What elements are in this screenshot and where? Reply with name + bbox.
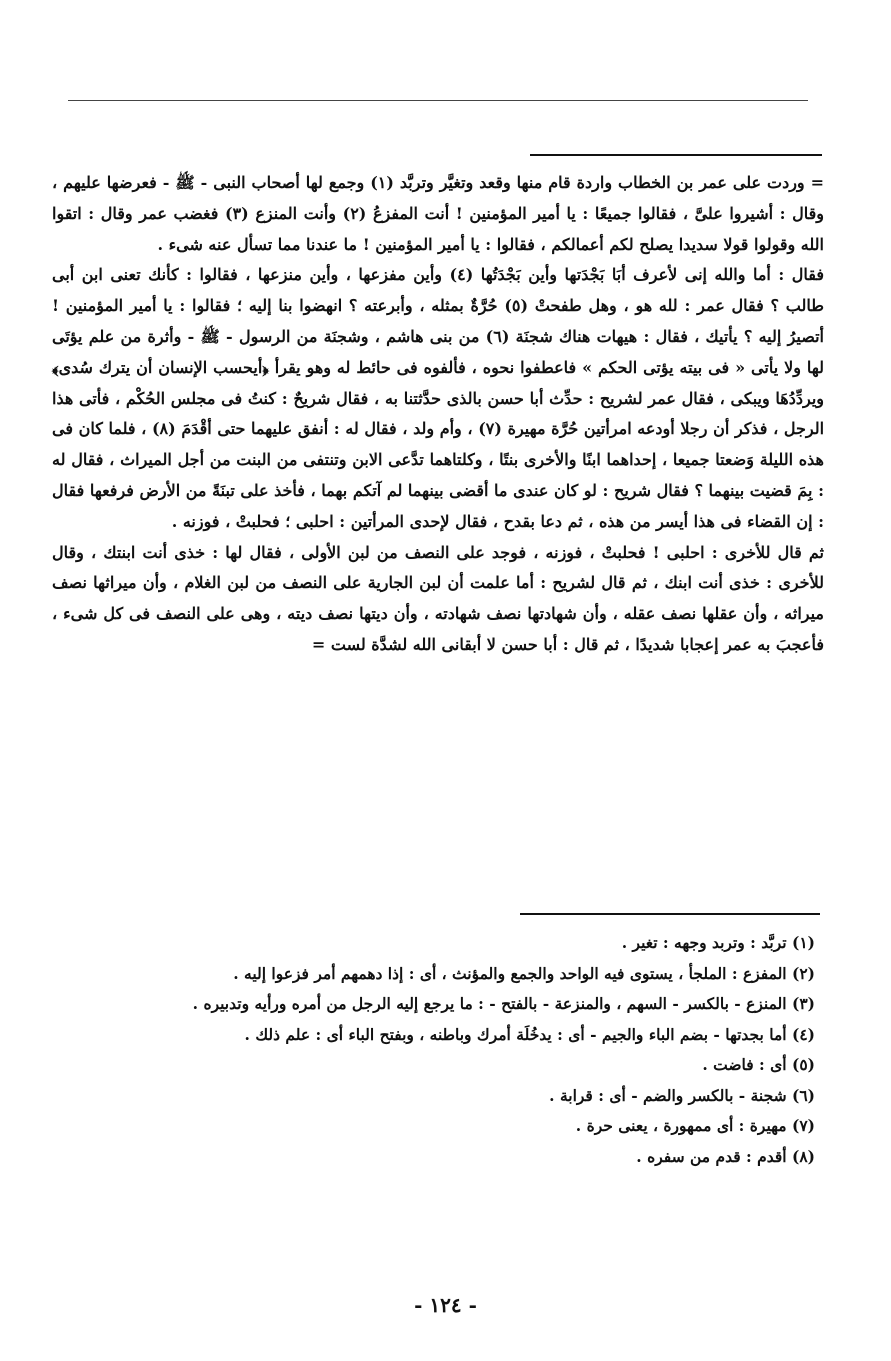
paragraph-2: فقال : أما والله إنى لأعرف أبَا بَجْدَتها وأين بَجْدَتُها (٤) وأين مفزعها ، وأين منزعها ، فقالوا : كأنك تعنى ابن أبى طالب ؟ فقال عمر : لله هو ، وهل طفحتْ (٥) حُرَّةٌ بمثله ، وأبرعته ؟ انهضوا بنا إليه ؛ فقالوا : يا أمير المؤمنين ! أتصيرُ إليه ؟ يأتيك ، فقال : هيهات هناك شجنَة (٦) من بنى هاشم ، وشجنَة من الرسول - ﷺ - وأثرة من علم يؤتَى لها ولا يأتى « فى بيته يؤتى الحكم » فاعطفوا نحوه ، فألفوه فى حائط له وهو يقرأ ﴿أيحسب الإنسان أن يترك سُدى﴾ ويردِّدُهَا ويبكى ، فقال عمر لشريح : حدِّث أبا حسن بالذى حدَّثتنا به ، فقال شريحٌ : كنتُ فى مجلس الحُكْم ، فأتى هذا الرجل ، فذكر أن رجلا أودعه امرأتين حُرَّة مهيرة (٧) ، وأم ولد ، فقال له : أنفق عليهما حتى أقْدَمَ (٨) ، فلما كان فى هذه الليلة وَضعتا جميعا ، إحداهما ابنًا والأخرى بنتًا ، وكلتاهما تدَّعى الابن وتنتفى من البنت من أجل الميراث ، فقال له : بِمَ قضيت بينهما ؟ فقال شريح : لو كان عندى ما أقضى بينهما لم آتكم بهما ، فأخذ على تبنَةً من الأرض فرفعها فقال : إن القضاء فى هذا أيسر من هذه ، ثم دعا بقدح ، فقال لإحدى المرأتين : احلبى ؛ فحلبتْ ، فوزنه . [52,265,825,531]
footnotes [120,928,815,1172]
main-text [52,168,824,661]
continuation-rule [530,154,822,156]
footnote-1: (١) تربَّد : وتربد وجهه : تغير . [621,933,815,952]
footnote-5: (٥) أى : فاضت . [702,1055,815,1074]
footnote-7: (٧) مهيرة : أى ممهورة ، يعنى حرة . [575,1116,815,1135]
footnote-2: (٢) المفزع : الملجأ ، يستوى فيه الواحد والجمع والمؤنث ، أى : إذا دهمهم أمر فزعوا إليه . [233,963,815,983]
page-number: - ١٢٤ - [414,1293,477,1317]
footnote-separator [520,913,820,915]
footnote-4: (٤) أما بجدتها - بضم الباء والجيم - أى : يدخُلَة أمرك وباطنه ، وبفتح الباء أى : علم ذلك . [244,1024,815,1044]
footnote-6: (٦) شجنة - بالكسر والضم - أى : قرابة . [549,1085,815,1105]
header-rule [68,100,808,101]
footnote-3: (٣) المنزع - بالكسر - السهم ، والمنزعة - بالفتح - : ما يرجع إليه الرجل من أمره ورأيه وتدبيره . [192,994,815,1013]
paragraph-3: ثم قال للأخرى : احلبى ! فحلبتْ ، فوزنه ، فوجد على النصف من لبن الأولى ، فقال لها : خذى أنت ابنتك ، وقال للأخرى : خذى أنت ابنك ، ثم قال لشريح : أما علمت أن لبن الجارية على النصف من لبن الغلام ، وأن ميراثها نصف ميراثه ، وأن عقلها نصف عقله ، وأن شهادتها نصف شهادته ، وأن ديتها نصف ديته ، وهى على النصف فى كل شىء ، فأعجبَ به عمر إعجابا شديدًا ، ثم قال : أبا حسن لا أبقانى الله لشدَّة لست = [52,542,824,654]
paragraph-1: = وردت على عمر بن الخطاب واردة قام منها وقعد وتغيَّر وتربَّد (١) وجمع لها أصحاب النبى - ﷺ - فعرضها عليهم ، وقال : أشيروا علىَّ ، فقالوا جميعًا : يا أمير المؤمنين ! أنت المفزعُ (٢) وأنت المنزع (٣) فغضب عمر وقال : اتقوا الله وقولوا قولا سديدا يصلح لكم أعمالكم ، فقالوا : يا أمير المؤمنين ! ما عندنا مما تسأل عنه شىء . [52,173,825,254]
footnote-8: (٨) أقدم : قدم من سفره . [636,1146,815,1166]
